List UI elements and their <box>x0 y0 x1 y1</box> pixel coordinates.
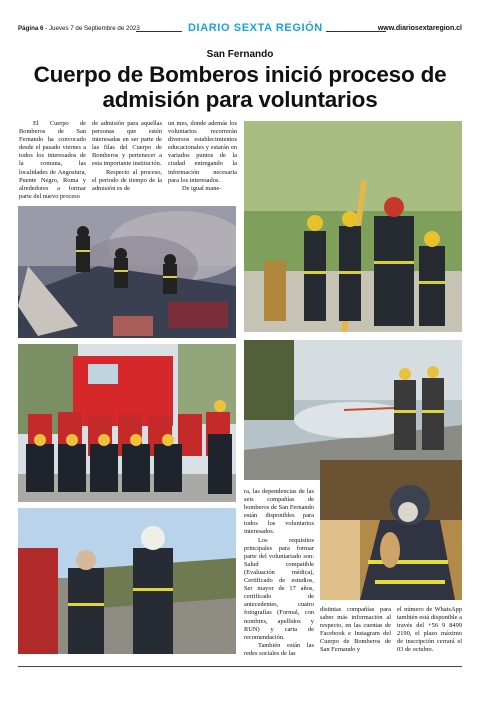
paragraph: distintas compañías para saber más información al respecto, en las cuentas de Facebook e Instagram del Cuerpo de Bomberos de San Fernando y <box>320 606 391 654</box>
website-link[interactable]: www.diariosextaregion.cl <box>377 25 462 32</box>
paragraph: de admisión para aquellas personas que estén interesadas en ser parte de las filas del Cuerpo de Bomberos y pertenecer a esta importante institución. <box>92 120 162 168</box>
paragraph: el número de WhatsApp también está disponible a través del +56 9 8499 2190, el plazo máximo de inscripción cerrará el 03 de octubre. <box>397 606 462 654</box>
article-column-2 <box>92 120 162 193</box>
article-column-1 <box>19 120 86 201</box>
paragraph: un mes, donde además los voluntarios recorrerán diversos establecimientos educacionales y estarán en variados puntos de la ciudad entregando la información necesaria para los interesados. <box>168 120 237 184</box>
article-column-4 <box>244 488 314 658</box>
paragraph: De igual mane- <box>182 184 222 192</box>
paragraph: El Cuerpo de Bomberos de San Fernando ha convocado desde el pasado viernes a todos los interesados de la comuna, las localidades de Angostura, Puente Negro, Roma y alrededores a formar parte del nuevo proceso <box>19 120 86 200</box>
photo-ladder-team <box>244 121 462 332</box>
page-bottom-rule <box>18 666 462 667</box>
photo-firefighter-mask <box>18 508 236 654</box>
paragraph: ra, las dependencias de las seis compañías de bomberos de San Fernando están disponibles para todos los voluntarios interesados. <box>244 488 314 536</box>
header-rule-left <box>136 31 182 32</box>
article-headline: Cuerpo de Bomberos inició proceso de admisión para voluntarios <box>33 62 447 112</box>
paragraph: También están las redes sociales de las <box>244 641 314 657</box>
photo-group-fire-truck <box>18 344 236 502</box>
page-date-line <box>18 25 140 32</box>
article-column-5 <box>320 606 391 655</box>
photo-roof-fire <box>18 206 236 338</box>
photo-hose-training <box>244 340 462 480</box>
article-column-3 <box>168 120 237 193</box>
issue-date: - Jueves 7 de Septiembre de 2023 <box>43 25 140 32</box>
page-header <box>18 22 462 37</box>
paragraph: Respecto al proceso, el periodo de tiempo de la admisión es de <box>92 168 162 192</box>
paragraph: Los requisitos principales para formar parte del voluntariado son: Salud compatible (Evaluación médica), Certificado de estudios, Ser mayor de 17 años, certificado de antecedentes, cuatro fotografías (Formal, con nombres, apellidos y RUN) y carta de recomendación. <box>244 536 314 641</box>
page-number: Página 6 <box>18 25 44 32</box>
article-kicker: San Fernando <box>206 49 274 60</box>
article-column-6 <box>397 606 462 655</box>
photo-firefighter-helmet <box>320 460 462 600</box>
newspaper-brand: DIARIO SEXTA REGIÓN <box>188 22 323 34</box>
